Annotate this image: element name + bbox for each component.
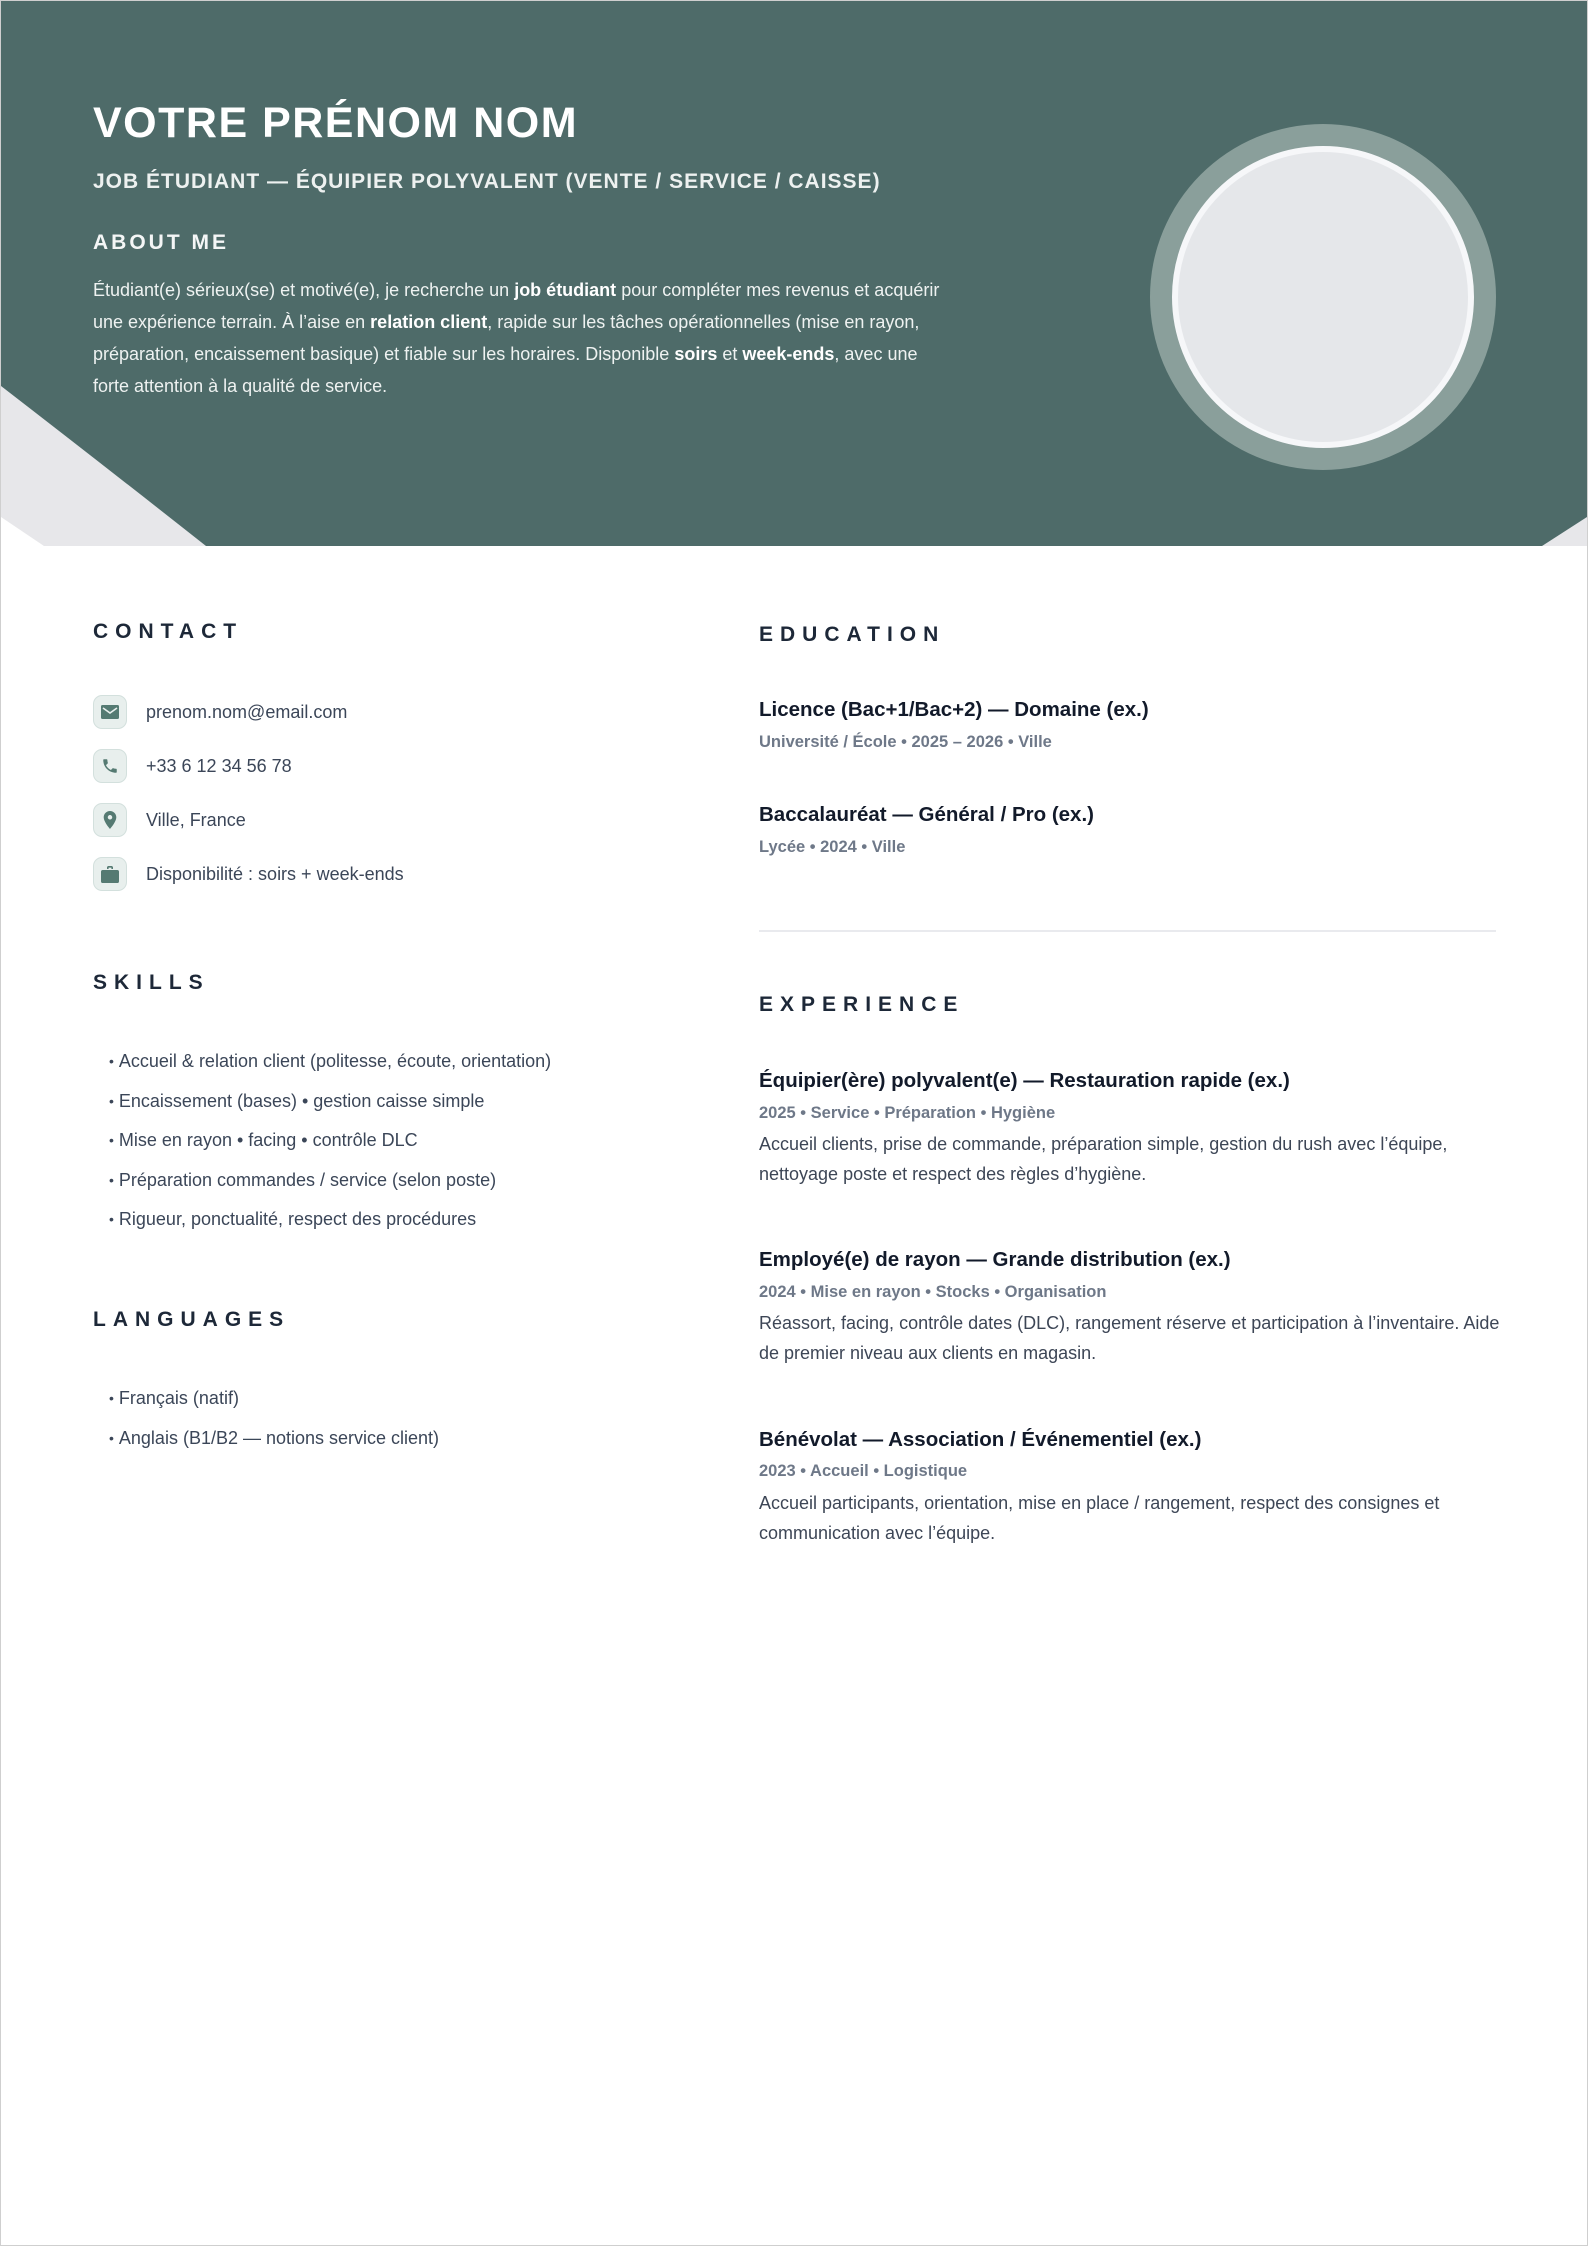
- language-item: • Anglais (B1/B2 — notions service client): [109, 1426, 439, 1451]
- contact-heading: CONTACT: [93, 620, 244, 643]
- profile-photo-ring: [1150, 124, 1496, 470]
- about-text-segment: pour compléter mes revenus et acquérir une expérience terrain. À l’aise en: [93, 280, 940, 332]
- contact-location-text: Ville, France: [146, 809, 246, 830]
- about-text-highlight: week-ends: [742, 344, 835, 364]
- contact-availability: [93, 857, 404, 891]
- mail-icon: [93, 695, 127, 729]
- experience-title: Employé(e) de rayon — Grande distribution (ex.): [759, 1248, 1231, 1271]
- profile-photo-placeholder[interactable]: [1172, 146, 1474, 448]
- skill-item: • Encaissement (bases) • gestion caisse simple: [109, 1089, 484, 1114]
- about-text-segment: , rapide sur les tâches opérationnelles (mise en rayon, préparation, encaissement basique) et fiable sur les horaires. Disponible: [93, 312, 920, 364]
- contact-availability-text: Disponibilité : soirs + week-ends: [146, 863, 404, 884]
- experience-meta: 2023 • Accueil • Logistique: [759, 1462, 968, 1480]
- education-title: Licence (Bac+1/Bac+2) — Domaine (ex.): [759, 698, 1149, 721]
- about-text-segment: , avec une forte attention à la qualité de service.: [93, 344, 918, 396]
- experience-title: Équipier(ère) polyvalent(e) — Restauration rapide (ex.): [759, 1069, 1290, 1092]
- about-text-segment: Étudiant(e) sérieux(se) et motivé(e), je recherche un: [93, 280, 515, 300]
- about-me-heading: ABOUT ME: [93, 231, 229, 254]
- about-text-highlight: job étudiant: [514, 280, 617, 300]
- experience-meta: 2025 • Service • Préparation • Hygiène: [759, 1104, 1056, 1122]
- education-meta: Université / École • 2025 – 2026 • Ville: [759, 733, 1052, 751]
- experience-meta: 2024 • Mise en rayon • Stocks • Organisation: [759, 1283, 1107, 1301]
- contact-phone[interactable]: [93, 749, 292, 783]
- location-pin-icon: [93, 803, 127, 837]
- about-text-highlight: soirs: [674, 344, 718, 364]
- contact-email[interactable]: [93, 695, 347, 729]
- experience-description: Accueil clients, prise de commande, préparation simple, gestion du rush avec l’équipe, nettoyage poste et respect des règles d’hygiène.: [759, 1134, 1448, 1184]
- contact-phone-text: +33 6 12 34 56 78: [146, 755, 292, 776]
- about-text-segment: et: [717, 344, 743, 364]
- briefcase-icon: [93, 857, 127, 891]
- language-item: • Français (natif): [109, 1386, 239, 1411]
- experience-heading: EXPERIENCE: [759, 993, 965, 1016]
- education-heading: EDUCATION: [759, 623, 946, 646]
- experience-title: Bénévolat — Association / Événementiel (ex.): [759, 1428, 1202, 1451]
- experience-description: Accueil participants, orientation, mise en place / rangement, respect des consignes et communication avec l’équipe.: [759, 1493, 1440, 1543]
- section-divider: [759, 930, 1496, 932]
- contact-location: [93, 803, 246, 837]
- job-title: JOB ÉTUDIANT — ÉQUIPIER POLYVALENT (VENTE / SERVICE / CAISSE): [93, 170, 881, 193]
- languages-heading: LANGUAGES: [93, 1308, 291, 1331]
- about-me-text: [93, 274, 953, 402]
- skill-item: • Mise en rayon • facing • contrôle DLC: [109, 1128, 418, 1153]
- education-title: Baccalauréat — Général / Pro (ex.): [759, 803, 1094, 826]
- skills-heading: SKILLS: [93, 971, 210, 994]
- phone-icon: [93, 749, 127, 783]
- education-meta: Lycée • 2024 • Ville: [759, 838, 906, 856]
- skill-item: • Préparation commandes / service (selon poste): [109, 1168, 496, 1193]
- skill-item: • Rigueur, ponctualité, respect des procédures: [109, 1207, 476, 1232]
- header-banner: [1, 1, 1587, 546]
- candidate-name: VOTRE PRÉNOM NOM: [93, 99, 579, 147]
- contact-email-text: prenom.nom@email.com: [146, 701, 348, 722]
- about-text-highlight: relation client: [370, 312, 488, 332]
- skill-item: • Accueil & relation client (politesse, écoute, orientation): [109, 1049, 551, 1074]
- experience-description: Réassort, facing, contrôle dates (DLC), rangement réserve et participation à l’inventaire. Aide de premier niveau aux clients en magasin.: [759, 1313, 1500, 1363]
